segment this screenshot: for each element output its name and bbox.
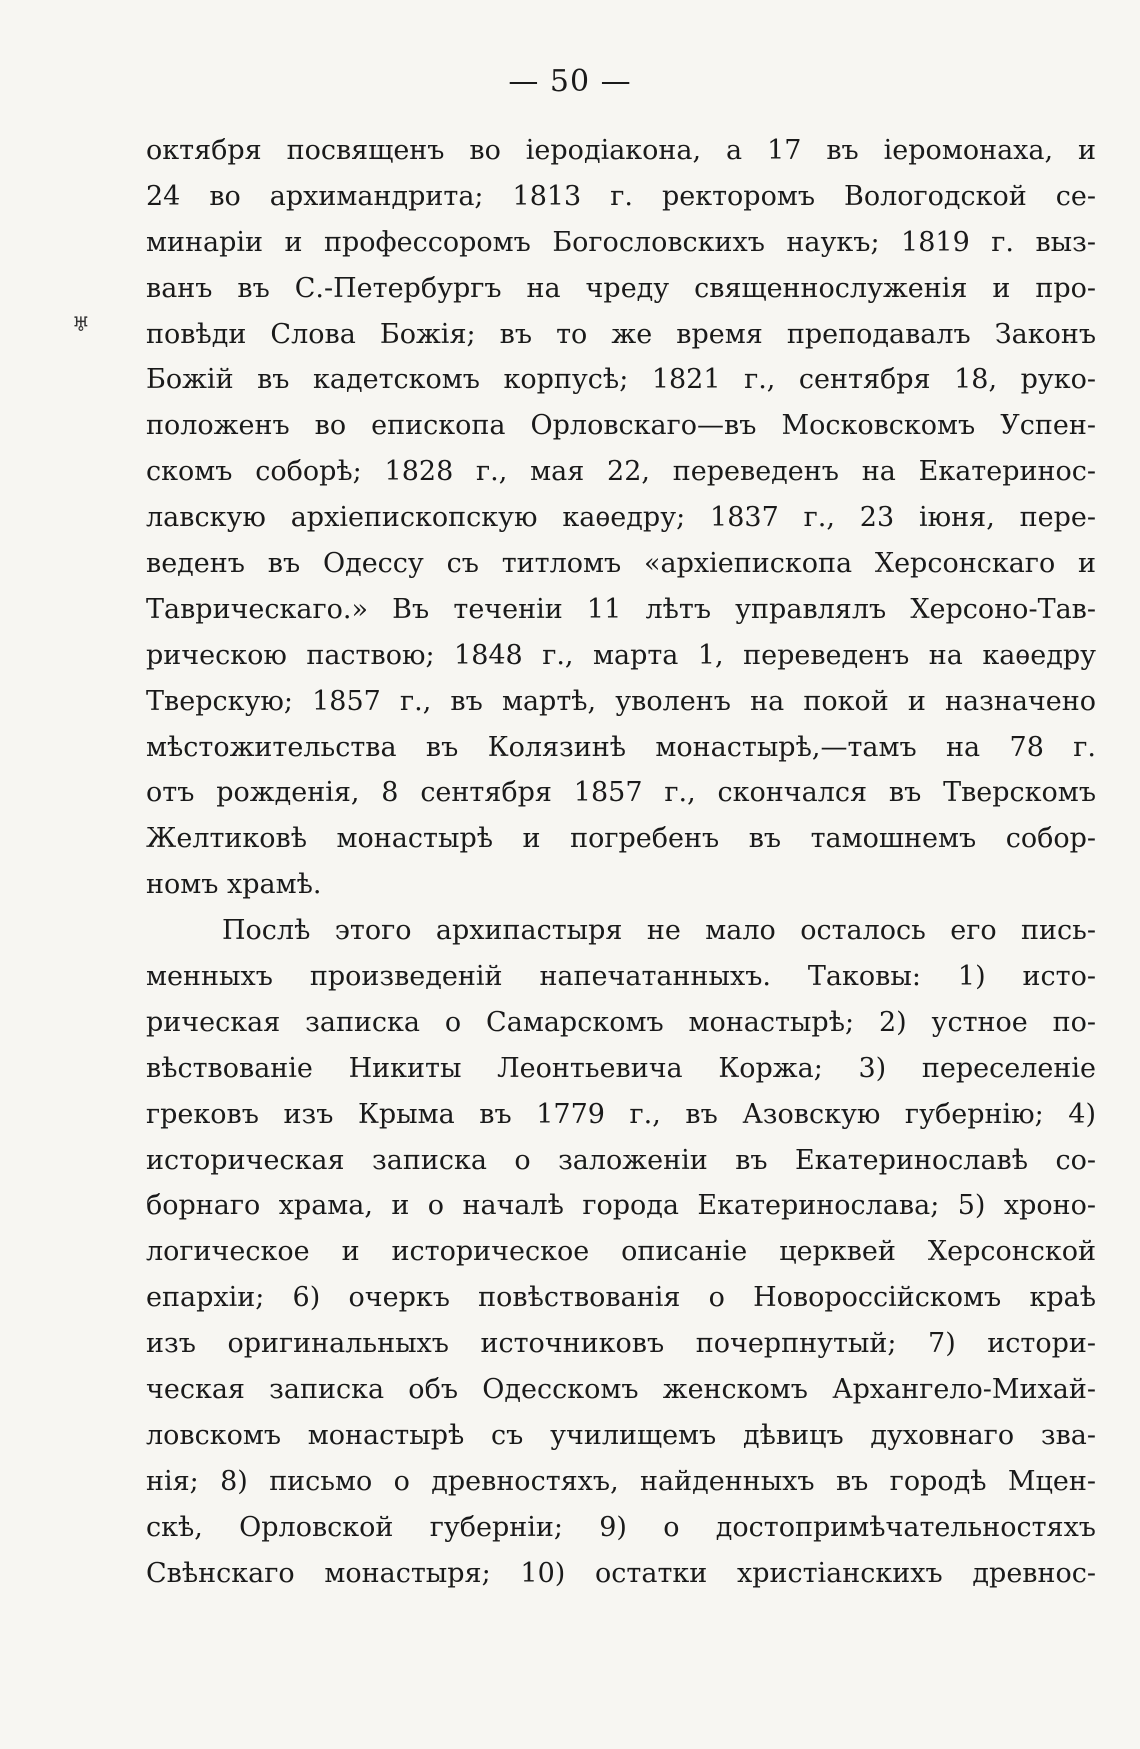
text-line: историческая записка о заложеніи въ Екатеринославѣ со- <box>146 1144 1096 1176</box>
text-line: вѣствованіе Никиты Леонтьевича Коржа; 3) переселеніе <box>146 1052 1096 1084</box>
text-line: ванъ въ С.-Петербургъ на чреду священнослуженія и про- <box>146 272 1096 304</box>
text-line: номъ храмѣ. <box>146 869 322 901</box>
text-line: Божій въ кадетскомъ корпусѣ; 1821 г., сентября 18, руко- <box>146 364 1096 396</box>
text-line: минаріи и профессоромъ Богословскихъ наукъ; 1819 г. выз- <box>146 226 1096 258</box>
text-line: борнаго храма, и о началѣ города Екатеринослава; 5) хроно- <box>146 1190 1096 1222</box>
text-line: скомъ соборѣ; 1828 г., мая 22, переведенъ на Екатеринос- <box>146 456 1096 488</box>
margin-mark-icon: ♅ <box>72 312 90 336</box>
text-line: менныхъ произведеній напечатанныхъ. Таковы: 1) исто- <box>146 961 1096 993</box>
text-line: повѣди Слова Божія; въ то же время преподавалъ Законъ <box>146 318 1096 350</box>
text-line: рическою паствою; 1848 г., марта 1, переведенъ на каѳедру <box>146 639 1096 671</box>
text-line: логическое и историческое описаніе церквей Херсонской <box>146 1236 1096 1268</box>
text-line: Тверскую; 1857 г., въ мартѣ, уволенъ на покой и назначено <box>146 685 1096 717</box>
text-line: изъ оригинальныхъ источниковъ почерпнутый; 7) истори- <box>146 1328 1096 1360</box>
text-line: епархіи; 6) очеркъ повѣствованія о Новороссійскомъ краѣ <box>146 1282 1096 1314</box>
text-line: грековъ изъ Крыма въ 1779 г., въ Азовскую губернію; 4) <box>146 1098 1096 1130</box>
text-line: Таврическаго.» Въ теченіи 11 лѣтъ управлялъ Херсоно-Тав- <box>146 593 1096 625</box>
text-line: Послѣ этого архипастыря не мало осталось его пись- <box>222 915 1096 947</box>
text-block <box>146 128 1096 1597</box>
text-line: ческая записка объ Одесскомъ женскомъ Архангело-Михай- <box>146 1374 1096 1406</box>
page-number: — 50 — <box>508 64 632 99</box>
text-line: мѣстожительства въ Колязинѣ монастырѣ,—тамъ на 78 г. <box>146 731 1096 763</box>
text-line: рическая записка о Самарскомъ монастырѣ; 2) устное по- <box>146 1006 1096 1038</box>
text-line: скѣ, Орловской губерніи; 9) о достопримѣчательностяхъ <box>146 1511 1096 1543</box>
text-line: Желтиковѣ монастырѣ и погребенъ въ тамошнемъ собор- <box>146 823 1096 855</box>
text-line: отъ рожденія, 8 сентября 1857 г., скончался въ Тверскомъ <box>146 777 1096 809</box>
text-line: октября посвященъ во іеродіакона, а 17 въ іеромонаха, и <box>146 135 1096 166</box>
text-line: Свѣнскаго монастыря; 10) остатки христіанскихъ древнос- <box>146 1557 1096 1589</box>
text-line: лавскую архіепископскую каѳедру; 1837 г., 23 іюня, пере- <box>146 502 1096 534</box>
text-line: нія; 8) письмо о древностяхъ, найденныхъ въ городѣ Мцен- <box>146 1465 1096 1497</box>
text-line: веденъ въ Одессу съ титломъ «архіепископа Херсонскаго и <box>146 548 1096 580</box>
text-line: ловскомъ монастырѣ съ училищемъ дѣвицъ духовнаго зва- <box>146 1419 1096 1451</box>
text-line: 24 во архимандрита; 1813 г. ректоромъ Вологодской се- <box>146 180 1096 212</box>
text-line: положенъ во епископа Орловскаго—въ Московскомъ Успен- <box>146 410 1096 442</box>
